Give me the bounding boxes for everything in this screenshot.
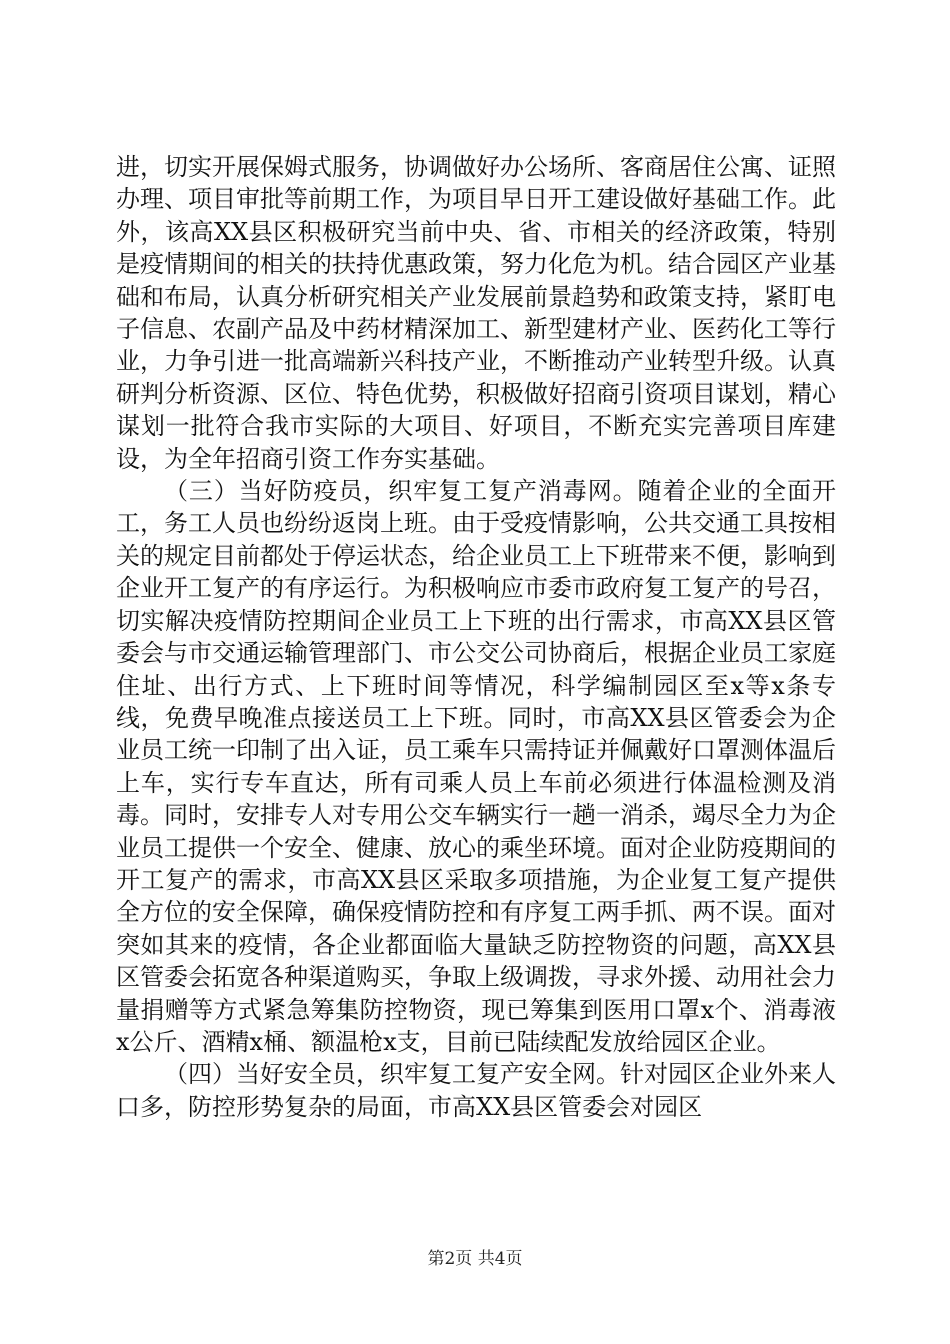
paragraph-section-three: （三）当好防疫员，织牢复工复产消毒网。随着企业的全面开工，务工人员也纷纷返岗上班。由于受疫情影响，公共交通工具按相关的规定目前都处于停运状态，给企业员工上下班带来不便，影响到企业开工复产的有序运行。为积极响应市委市政府复工复产的号召，切实解决疫情防控期间企业员工上下班的出行需求，市高XX县区管委会与市交通运输管理部门、市公交公司协商后，根据企业员工家庭住址、出行方式、上下班时间等情况，科学编制园区至x等x条专线，免费早晚准点接送员工上下班。同时，市高XX县区管委会为企业员工统一印制了出入证，员工乘车只需持证并佩戴好口罩测体温后上车，实行专车直达，所有司乘人员上车前必须进行体温检测及消毒。同时，安排专人对专用公交车辆实行一趟一消杀，竭尽全力为企业员工提供一个安全、健康、放心的乘坐环境。面对企业防疫期间的开工复产的需求，市高XX县区采取多项措施，为企业复工复产提供全方位的安全保障，确保疫情防控和有序复工两手抓、两不误。面对突如其来的疫情，各企业都面临大量缺乏防控物资的问题，高XX县区管委会拓宽各种渠道购买，争取上级调拨，寻求外援、动用社会力量捐赠等方式紧急筹集防控物资，现已筹集到医用口罩x个、消毒液x公斤、酒精x桶、额温枪x支，目前已陆续配发放给园区企业。 [116, 477, 836, 1056]
paragraph-section-four: （四）当好安全员，织牢复工复产安全网。针对园区企业外来人口多，防控形势复杂的局面，市高XX县区管委会对园区 [116, 1060, 836, 1121]
document-body [116, 151, 836, 1123]
paragraph-continuation: 进，切实开展保姆式服务，协调做好办公场所、客商居住公寓、证照办理、项目审批等前期工作，为项目早日开工建设做好基础工作。此外，该高XX县区积极研究当前中央、省、市相关的经济政策，特别是疫情期间的相关的扶持优惠政策，努力化危为机。结合园区产业基础和布局，认真分析研究相关产业发展前景趋势和政策支持，紧盯电子信息、农副产品及中药材精深加工、新型建材产业、医药化工等行业，力争引进一批高端新兴科技产业，不断推动产业转型升级。认真研判分析资源、区位、特色优势，积极做好招商引资项目谋划，精心谋划一批符合我市实际的大项目、好项目，不断充实完善项目库建设，为全年招商引资工作夯实基础。 [116, 153, 836, 473]
page-footer: 第2页 共4页 [427, 1249, 523, 1269]
